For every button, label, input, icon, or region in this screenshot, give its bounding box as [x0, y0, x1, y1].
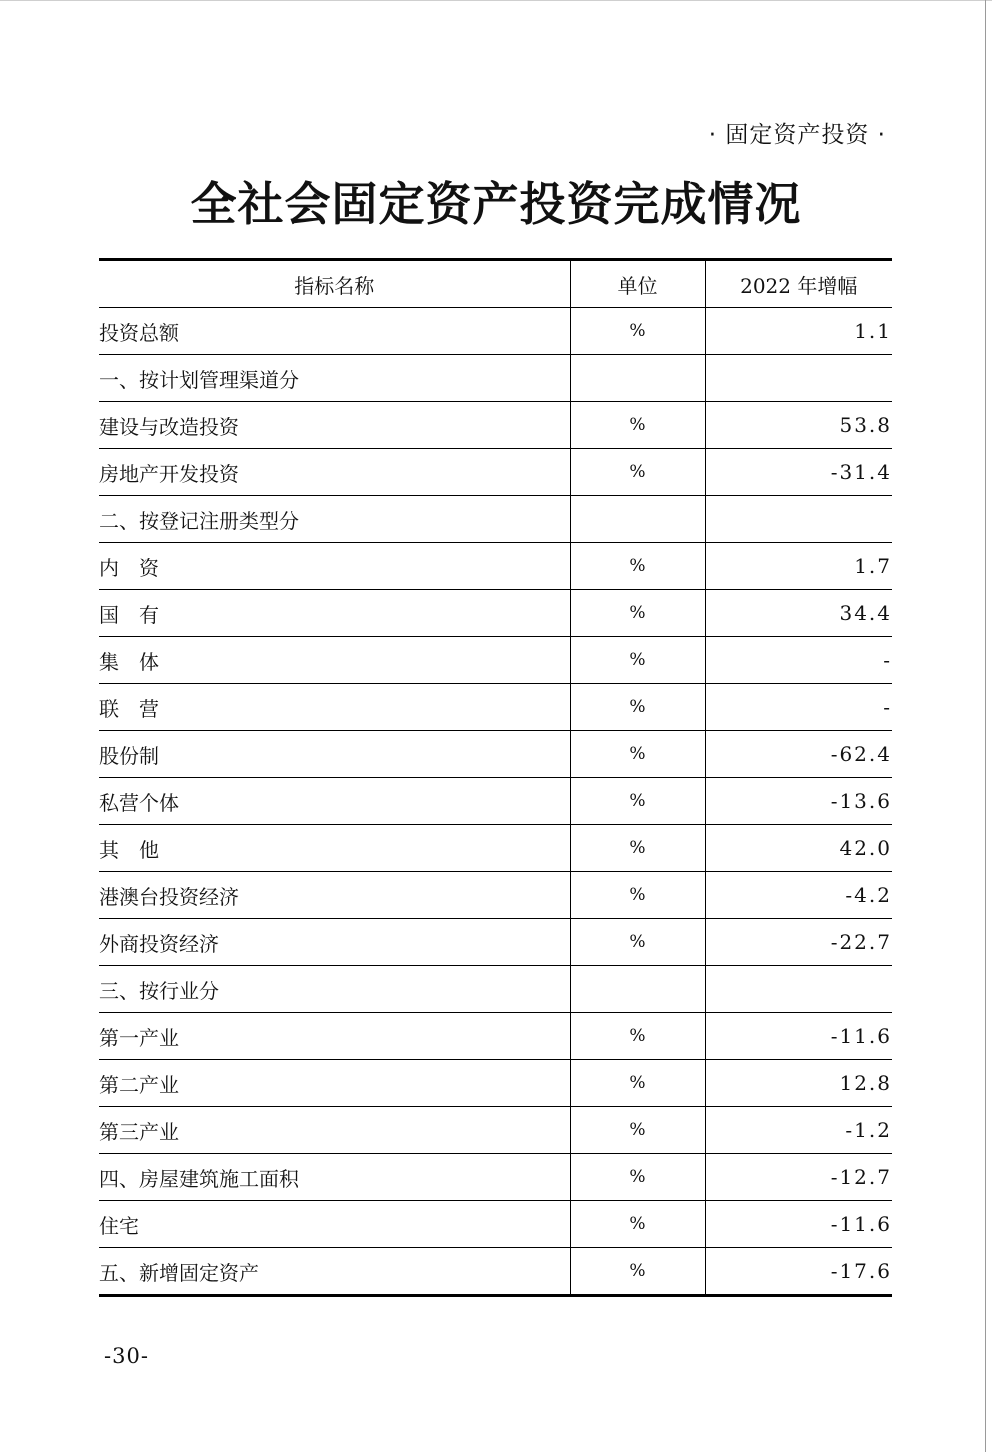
table-row — [99, 355, 892, 402]
row-value: 1.7 — [705, 543, 892, 590]
column-header-unit: 单位 — [570, 260, 705, 308]
row-unit: % — [570, 449, 705, 496]
row-value: -4.2 — [705, 872, 892, 919]
row-name: 私营个体 — [99, 778, 570, 825]
row-name: 内 资 — [99, 543, 570, 590]
row-value: -11.6 — [705, 1201, 892, 1248]
section-header: · 固定资产投资 · — [708, 122, 886, 148]
table-row — [99, 1107, 892, 1154]
row-unit — [570, 496, 705, 543]
row-value: -1.2 — [705, 1107, 892, 1154]
row-value: - — [705, 684, 892, 731]
table-row — [99, 872, 892, 919]
row-name: 四、房屋建筑施工面积 — [99, 1154, 570, 1201]
table-row — [99, 778, 892, 825]
row-value — [705, 355, 892, 402]
table-row — [99, 449, 892, 496]
row-name: 集 体 — [99, 637, 570, 684]
table-row — [99, 731, 892, 778]
row-unit: % — [570, 684, 705, 731]
row-unit: % — [570, 1107, 705, 1154]
row-name: 五、新增固定资产 — [99, 1248, 570, 1296]
row-name: 国 有 — [99, 590, 570, 637]
row-name: 其 他 — [99, 825, 570, 872]
row-unit: % — [570, 1060, 705, 1107]
row-value: -13.6 — [705, 778, 892, 825]
row-name: 房地产开发投资 — [99, 449, 570, 496]
row-unit — [570, 355, 705, 402]
row-name: 一、按计划管理渠道分 — [99, 355, 570, 402]
row-name: 二、按登记注册类型分 — [99, 496, 570, 543]
row-name: 外商投资经济 — [99, 919, 570, 966]
row-value: - — [705, 637, 892, 684]
row-name: 第二产业 — [99, 1060, 570, 1107]
table-row — [99, 543, 892, 590]
column-header-growth: 2022 年增幅 — [705, 260, 892, 308]
table-row — [99, 308, 892, 355]
row-unit: % — [570, 590, 705, 637]
row-unit: % — [570, 919, 705, 966]
table-row — [99, 1154, 892, 1201]
page-number: -30- — [104, 1344, 149, 1368]
row-unit — [570, 966, 705, 1013]
row-unit: % — [570, 308, 705, 355]
table-row — [99, 590, 892, 637]
row-unit: % — [570, 872, 705, 919]
investment-table — [99, 258, 892, 1297]
table-row — [99, 637, 892, 684]
table-row — [99, 1060, 892, 1107]
row-name: 建设与改造投资 — [99, 402, 570, 449]
row-unit: % — [570, 402, 705, 449]
table-header-row — [99, 260, 892, 308]
row-value: 1.1 — [705, 308, 892, 355]
row-name: 第三产业 — [99, 1107, 570, 1154]
table-row — [99, 684, 892, 731]
row-value: -22.7 — [705, 919, 892, 966]
table-row — [99, 496, 892, 543]
row-unit: % — [570, 825, 705, 872]
row-unit: % — [570, 1154, 705, 1201]
row-value: -12.7 — [705, 1154, 892, 1201]
row-name: 港澳台投资经济 — [99, 872, 570, 919]
row-name: 第一产业 — [99, 1013, 570, 1060]
row-name: 住宅 — [99, 1201, 570, 1248]
row-unit: % — [570, 778, 705, 825]
row-name: 投资总额 — [99, 308, 570, 355]
table-row — [99, 825, 892, 872]
row-value: -31.4 — [705, 449, 892, 496]
row-value: -62.4 — [705, 731, 892, 778]
row-unit: % — [570, 731, 705, 778]
row-value: -11.6 — [705, 1013, 892, 1060]
row-value: 34.4 — [705, 590, 892, 637]
row-value: 42.0 — [705, 825, 892, 872]
row-name: 三、按行业分 — [99, 966, 570, 1013]
table-row — [99, 1201, 892, 1248]
row-value — [705, 496, 892, 543]
row-unit: % — [570, 1013, 705, 1060]
table-row — [99, 919, 892, 966]
row-unit: % — [570, 1248, 705, 1296]
page-top-border — [0, 0, 992, 1]
page-title: 全社会固定资产投资完成情况 — [190, 177, 802, 231]
table-row — [99, 402, 892, 449]
row-name: 股份制 — [99, 731, 570, 778]
row-value: 12.8 — [705, 1060, 892, 1107]
row-value: -17.6 — [705, 1248, 892, 1296]
row-unit: % — [570, 637, 705, 684]
table-row — [99, 966, 892, 1013]
row-unit: % — [570, 1201, 705, 1248]
table-row — [99, 1248, 892, 1296]
row-value: 53.8 — [705, 402, 892, 449]
row-value — [705, 966, 892, 1013]
table-row — [99, 1013, 892, 1060]
row-unit: % — [570, 543, 705, 590]
row-name: 联 营 — [99, 684, 570, 731]
column-header-indicator: 指标名称 — [99, 260, 570, 308]
